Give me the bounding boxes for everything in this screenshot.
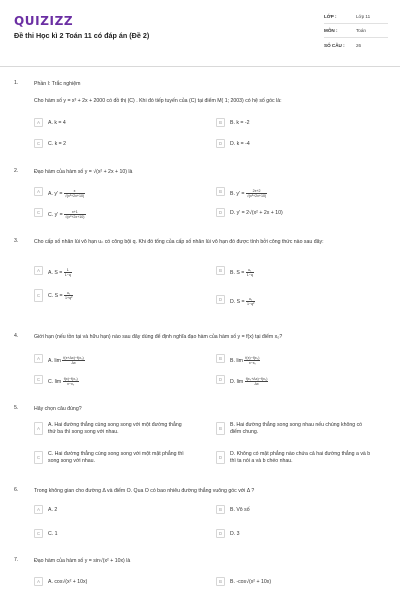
fraction: $\frac{x+1}{\text{√(x²+2x+10)}}$ [65, 209, 85, 219]
option-label: B. S = [230, 269, 245, 276]
option-key[interactable]: C [34, 375, 43, 384]
fraction: $\frac{\text{f(x)−f(x₀)}}{\text{x−x₀}}$ [63, 376, 78, 386]
option-c[interactable] [34, 375, 202, 388]
fraction: $\frac{\text{u₁}}{\text{1+q²}}$ [65, 290, 73, 300]
option-d[interactable] [216, 139, 384, 152]
class-value: Lớp 11 [356, 14, 371, 19]
fraction: $\frac{\text{f(x+Δx)−f(x₀)}}{\Delta x}$ [63, 355, 84, 365]
option-d[interactable] [216, 451, 384, 467]
option-key[interactable]: B [216, 505, 225, 514]
option-b[interactable] [216, 118, 384, 131]
option-c[interactable] [34, 451, 202, 467]
option-key[interactable]: C [34, 451, 43, 464]
info-row-class [324, 10, 388, 24]
option-text: D. Không có mặt phẳng nào chứa cả hai đường thẳng a và b thì ta nói a và b chéo nhau. [230, 451, 371, 464]
option-text [230, 356, 260, 365]
option-text: C. 1 [48, 530, 58, 537]
class-label: LỚP : [324, 14, 337, 19]
option-c[interactable] [34, 289, 202, 302]
option-d[interactable] [216, 375, 384, 388]
option-label: B. lim [230, 357, 243, 364]
option-text: D. 3 [230, 530, 240, 537]
option-text: C. k = 2 [48, 140, 67, 147]
question-text: Giới hạn (nếu tồn tại và hữu hạn) nào sau đây dùng để định nghĩa đạo hàm của hàm số y = f(x) tại điểm x₀? [34, 334, 283, 340]
option-text: A. k = 4 [48, 119, 66, 126]
option-a[interactable] [34, 505, 202, 518]
subject-value: Toán [356, 28, 366, 33]
quizizz-logo: QUIZIZZ [14, 14, 74, 28]
option-label: D. lim [230, 378, 244, 385]
option-text: A. 2 [48, 506, 58, 513]
option-key[interactable]: B [216, 577, 225, 586]
option-key[interactable]: B [216, 187, 225, 196]
info-table [324, 10, 388, 52]
option-a[interactable] [34, 266, 202, 279]
option-text [48, 268, 72, 277]
option-b[interactable] [216, 422, 384, 438]
option-text [48, 377, 79, 386]
option-text: D. y' = 2√(x² + 2x + 10) [230, 209, 283, 216]
question-number: 2. [14, 168, 19, 174]
option-d[interactable] [216, 295, 384, 308]
option-text: B. Hai đường thẳng song song nhau nếu chúng không có điểm chung. [230, 422, 363, 435]
option-text: A. cos√(x² + 10x) [48, 578, 88, 585]
option-key[interactable]: D [216, 451, 225, 464]
option-key[interactable]: C [34, 139, 43, 148]
fraction: $\frac{\text{u₁}}{1-q}$ [246, 267, 253, 277]
option-text [48, 189, 85, 198]
option-key[interactable]: D [216, 375, 225, 384]
option-label: C. y' = [48, 211, 63, 218]
option-key[interactable]: B [216, 422, 225, 435]
option-label: C. S = [48, 292, 63, 299]
question-number: 4. [14, 333, 19, 339]
question-text: Cho hàm số y = x³ + 2x + 2000 có đồ thị (C) . Khi đó tiếp tuyến của (C) tại điểm M( 1; 2003) có hệ số góc là: [34, 98, 282, 104]
question-number: 1. [14, 80, 19, 86]
subject-label: MÔN : [324, 28, 338, 33]
option-label: A. lim [48, 357, 61, 364]
page-title: Đề thi Học kì 2 Toán 11 có đáp án (Đề 2) [14, 31, 150, 40]
fraction: $\frac{1}{1-q}$ [64, 267, 71, 277]
option-text [48, 210, 86, 219]
option-text: B. k = -2 [230, 119, 250, 126]
count-label: SỐ CÂU : [324, 42, 345, 48]
option-b[interactable] [216, 505, 384, 518]
fraction: $\frac{2x+2}{\text{√(x²+2x+10)}}$ [246, 188, 267, 198]
question-text: Đạo hàm của hàm số y = sin√(x² + 10x) là [34, 558, 131, 564]
option-b[interactable] [216, 577, 384, 590]
count-value: 26 [356, 42, 362, 48]
option-text [48, 356, 85, 365]
question-text: Hãy chọn câu đúng? [34, 406, 82, 412]
info-row-subject [324, 24, 388, 38]
fraction: $\frac{\text{u₁}}{\text{1−q²}}$ [247, 296, 255, 306]
option-label: A. S = [48, 269, 63, 276]
option-text [230, 297, 255, 306]
option-a[interactable] [34, 577, 202, 590]
option-key[interactable]: C [34, 529, 43, 538]
option-d[interactable] [216, 208, 384, 221]
option-d[interactable] [216, 529, 384, 542]
question-text: Trong không gian cho đường Δ và điểm O. Qua O có bao nhiêu đường thẳng vuông góc với Δ ? [34, 488, 255, 494]
option-key[interactable]: A [34, 577, 43, 586]
question-number: 6. [14, 487, 19, 493]
option-key[interactable]: A [34, 118, 43, 127]
option-key[interactable]: D [216, 139, 225, 148]
info-row-count [324, 38, 388, 52]
header-divider [0, 66, 400, 67]
option-c[interactable] [34, 139, 202, 152]
question-text: Cho cấp số nhân lùi vô hạn uₙ có công bội q. Khi đó tổng của cấp số nhân lùi vô hạn đó được tính bởi công thức nào sau đây: [34, 239, 324, 245]
option-key[interactable]: C [34, 289, 43, 302]
option-text: C. Hai đường thẳng cùng song song với một mặt phẳng thì song song với nhau. [48, 451, 184, 464]
option-label: D. S = [230, 298, 245, 305]
question-number: 7. [14, 557, 19, 563]
option-label: B. y' = [230, 190, 245, 197]
option-text: A. Hai đường thẳng cùng song song với một đường thẳng thứ ba thì song song với nhau. [48, 422, 182, 435]
option-key[interactable]: A [34, 266, 43, 275]
option-key[interactable]: D [216, 295, 225, 304]
option-label: C. lim [48, 378, 62, 385]
option-a[interactable] [34, 118, 202, 131]
question-number: 5. [14, 405, 19, 411]
option-b[interactable] [216, 187, 384, 200]
option-key[interactable]: B [216, 354, 225, 363]
option-a[interactable] [34, 354, 202, 367]
option-label: A. y' = [48, 190, 63, 197]
option-b[interactable] [216, 354, 384, 367]
option-text: B. Vô số [230, 506, 250, 513]
fraction: $\frac{\text{f(x₀+Δx)−f(x₀)}}{\Delta x}$ [245, 376, 268, 386]
option-key[interactable]: C [34, 208, 43, 217]
option-key[interactable]: D [216, 208, 225, 217]
option-key[interactable]: D [216, 529, 225, 538]
option-text [230, 189, 267, 198]
option-key[interactable]: A [34, 422, 43, 435]
option-text [48, 291, 73, 300]
option-key[interactable]: A [34, 354, 43, 363]
option-c[interactable] [34, 529, 202, 542]
option-text [230, 268, 254, 277]
question-number: 3. [14, 238, 19, 244]
question-text: Đạo hàm của hàm số y = √(x² + 2x + 10) là [34, 169, 133, 175]
option-text [230, 377, 268, 386]
option-text: B. -cos√(x² + 10x) [230, 578, 272, 585]
page-header [0, 0, 400, 60]
option-text: D. k = -4 [230, 140, 250, 147]
option-key[interactable]: B [216, 118, 225, 127]
option-key[interactable]: B [216, 266, 225, 275]
option-a[interactable] [34, 422, 202, 438]
option-b[interactable] [216, 266, 384, 279]
fraction: $\frac{\text{f(x)−f(x₀)}}{\text{x−x₀}}$ [245, 355, 260, 365]
option-c[interactable] [34, 208, 202, 221]
part-title: Phần I: Trắc nghiệm [34, 81, 81, 87]
fraction: $\frac{x}{\text{√(x²+2x+10)}}$ [64, 188, 85, 198]
option-key[interactable]: A [34, 187, 43, 196]
option-key[interactable]: A [34, 505, 43, 514]
option-a[interactable] [34, 187, 202, 200]
